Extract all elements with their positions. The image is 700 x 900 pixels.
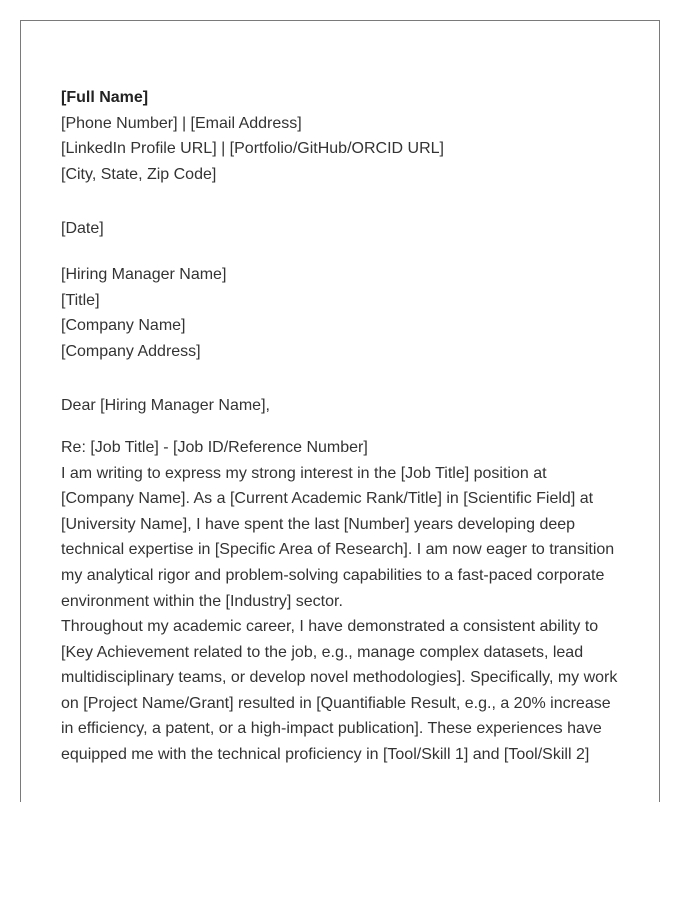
paragraph-line: on [Project Name/Grant] resulted in [Quantifiable Result, e.g., a 20% increase xyxy=(61,694,611,712)
recipient-company: [Company Name] xyxy=(61,317,186,335)
recipient-title: [Title] xyxy=(61,291,100,309)
letter-body xyxy=(61,85,633,768)
sender-location-line: [City, State, Zip Code] xyxy=(61,165,217,183)
paragraph-line: [Company Name]. As a [Current Academic Rank/Title] in [Scientific Field] at xyxy=(61,490,594,508)
paragraph-line: Throughout my academic career, I have demonstrated a consistent ability to xyxy=(61,618,599,636)
recipient-address: [Company Address] xyxy=(61,342,201,360)
paragraph-line: [University Name], I have spent the last [Number] years developing deep xyxy=(61,515,576,533)
sender-contact-line: [Phone Number] | [Email Address] xyxy=(61,114,302,132)
paragraph-line: in efficiency, a patent, or a high-impact publication]. These experiences have xyxy=(61,720,602,738)
recipient-block xyxy=(61,262,633,364)
reference-line: Re: [Job Title] - [Job ID/Reference Number] xyxy=(61,438,368,456)
sender-links-line: [LinkedIn Profile URL] | [Portfolio/GitHub/ORCID URL] xyxy=(61,140,444,158)
paragraph-line: technical expertise in [Specific Area of Research]. I am now eager to transition xyxy=(61,541,615,559)
sender-full-name: [Full Name] xyxy=(61,89,149,106)
paragraph-intro xyxy=(61,461,633,615)
sender-block xyxy=(61,85,633,187)
date-block xyxy=(61,216,633,242)
recipient-name: [Hiring Manager Name] xyxy=(61,265,227,283)
paragraph-experience xyxy=(61,614,633,768)
reference-block xyxy=(61,435,633,461)
paragraph-line: multidisciplinary teams, or develop novel methodologies]. Specifically, my work xyxy=(61,669,618,687)
paragraph-line: I am writing to express my strong interest in the [Job Title] position at xyxy=(61,464,547,482)
letter-date: [Date] xyxy=(61,220,104,238)
paragraph-line: environment within the [Industry] sector. xyxy=(61,592,343,610)
document-page xyxy=(20,20,660,802)
salutation: Dear [Hiring Manager Name], xyxy=(61,397,270,415)
paragraph-line: equipped me with the technical proficiency in [Tool/Skill 1] and [Tool/Skill 2] xyxy=(61,746,590,764)
paragraph-line: [Key Achievement related to the job, e.g., manage complex datasets, lead xyxy=(61,643,584,661)
salutation-block xyxy=(61,393,633,419)
paragraph-line: my analytical rigor and problem-solving capabilities to a fast-paced corporate xyxy=(61,566,605,584)
